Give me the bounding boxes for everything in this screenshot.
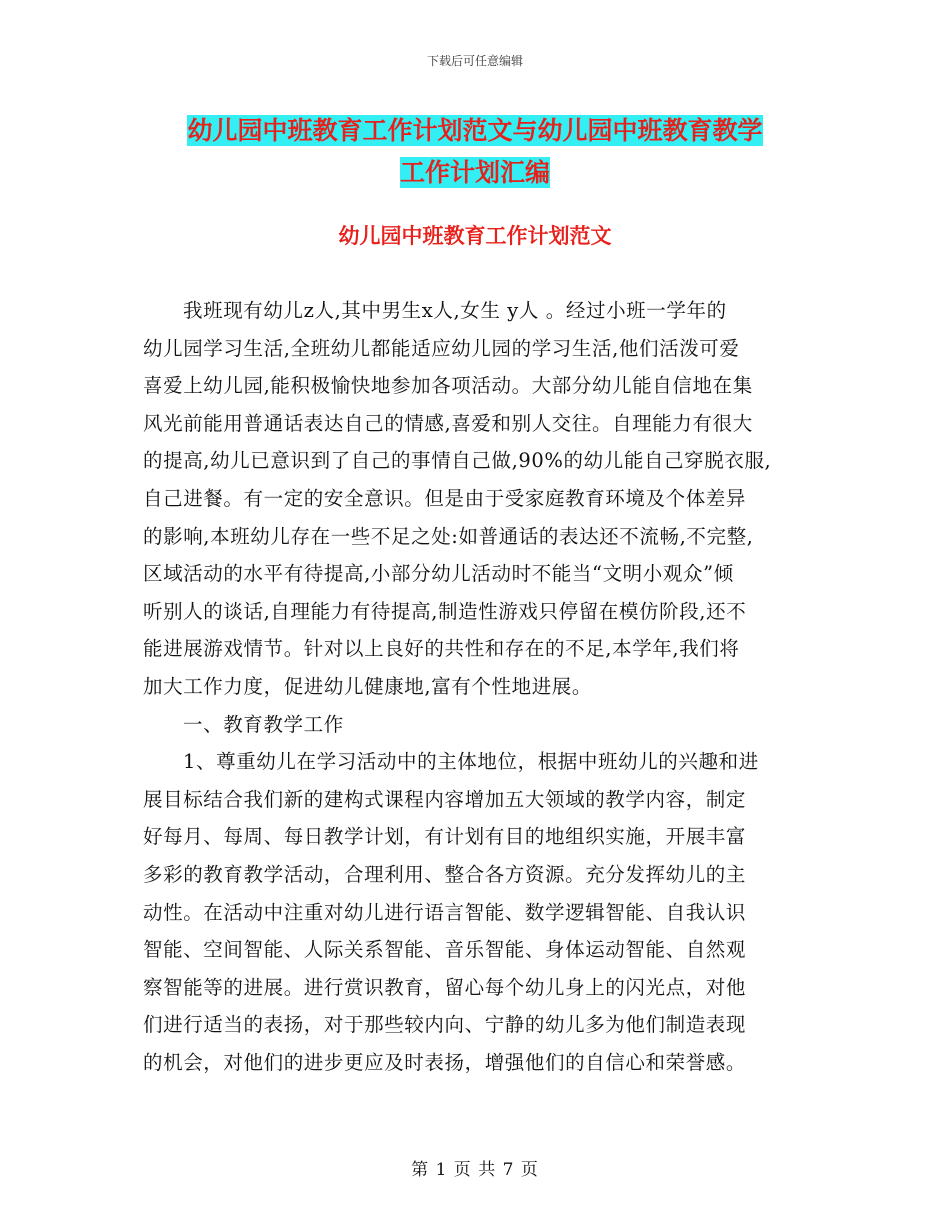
- paragraph-line: 加大工作力度，促进幼儿健康地,富有个性地进展。: [143, 674, 592, 698]
- document-title: [0, 110, 950, 194]
- paragraph-line: 自己进餐。有一定的安全意识。但是由于受家庭教育环境及个体差异: [143, 486, 747, 510]
- paragraph-line: 智能、空间智能、人际关系智能、音乐智能、身体运动智能、自然观: [143, 938, 747, 962]
- paragraph-line: 的机会，对他们的进步更应及时表扬，增强他们的自信心和荣誉感。: [143, 1050, 747, 1074]
- paragraph-line: 喜爱上幼儿园,能积极愉快地参加各项活动。大部分幼儿能自信地在集: [143, 374, 753, 398]
- paragraph-line: 的提高,幼儿已意识到了自己的事情自己做,90%的幼儿能自己穿脱衣服,: [143, 449, 772, 473]
- title-line-2: 工作计划汇编: [399, 158, 550, 187]
- paragraph-line: 多彩的教育教学活动，合理利用、整合各方资源。充分发挥幼儿的主: [143, 862, 747, 886]
- paragraph-line: 察智能等的进展。进行赏识教育，留心每个幼儿身上的闪光点，对他: [143, 975, 747, 999]
- paragraph-line: 的影响,本班幼儿存在一些不足之处:如普通话的表达还不流畅,不完整,: [143, 524, 754, 548]
- body-text: [143, 292, 813, 1081]
- paragraph-line: 1、尊重幼儿在学习活动中的主体地位，根据中班幼儿的兴趣和进: [183, 750, 759, 774]
- paragraph-line: 幼儿园学习生活,全班幼儿都能适应幼儿园的学习生活,他们活泼可爱: [143, 336, 740, 360]
- paragraph-line: 们进行适当的表扬，对于那些较内向、宁静的幼儿多为他们制造表现: [143, 1013, 747, 1037]
- paragraph-line: 风光前能用普通话表达自己的情感,喜爱和别人交往。自理能力有很大: [143, 411, 753, 435]
- paragraph-line: 能进展游戏情节。针对以上良好的共性和存在的不足,本学年,我们将: [143, 637, 740, 661]
- title-line-1: 幼儿园中班教育工作计划范文与幼儿园中班教育教学: [187, 116, 763, 145]
- paragraph-line: 动性。在活动中注重对幼儿进行语言智能、数学逻辑智能、自我认识: [143, 900, 747, 924]
- paragraph-line: 听别人的谈话,自理能力有待提高,制造性游戏只停留在模仿阶段,还不: [143, 599, 747, 623]
- paragraph-line: 我班现有幼儿z人,其中男生x人,女生 y人 。经过小班一学年的: [183, 299, 727, 322]
- paragraph-line: 展目标结合我们新的建构式课程内容增加五大领域的教学内容，制定: [143, 787, 747, 811]
- subheading: 一、教育教学工作: [183, 712, 344, 736]
- page-number-footer: 第 1 页 共 7 页: [411, 1160, 539, 1180]
- section-title: 幼儿园中班教育工作计划范文: [338, 224, 612, 248]
- paragraph-line: 好每月、每周、每日教学计划，有计划有目的地组织实施，开展丰富: [143, 825, 747, 849]
- paragraph-line: 区域活动的水平有待提高,小部分幼儿活动时不能当“文明小观众”倾: [143, 562, 734, 586]
- header-note: 下载后可任意编辑: [426, 54, 523, 68]
